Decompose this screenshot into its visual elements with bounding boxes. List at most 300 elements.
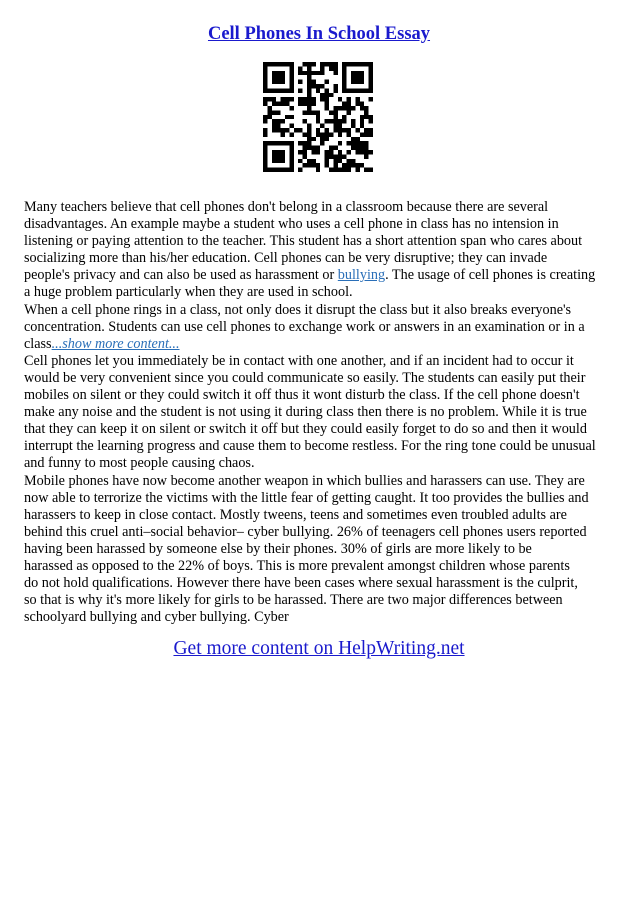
qr-module xyxy=(329,132,333,136)
qr-module xyxy=(267,88,271,92)
qr-module xyxy=(369,168,373,172)
text-line: make any noise and the student is not using it during class then there is no problem. While it is true xyxy=(24,404,587,421)
qr-module xyxy=(303,132,307,136)
qr-module xyxy=(311,110,315,114)
qr-module xyxy=(325,150,329,154)
qr-module xyxy=(272,150,276,154)
qr-module xyxy=(272,71,276,75)
get-more-content-link[interactable]: Get more content on HelpWriting.net xyxy=(173,638,465,659)
qr-module xyxy=(351,163,355,167)
qr-module xyxy=(329,168,333,172)
qr-module xyxy=(333,88,337,92)
qr-module xyxy=(276,141,280,145)
qr-module xyxy=(351,106,355,110)
qr-module xyxy=(333,159,337,163)
qr-module xyxy=(320,93,324,97)
qr-module xyxy=(347,159,351,163)
qr-module xyxy=(360,75,364,79)
qr-module xyxy=(342,75,346,79)
qr-module xyxy=(285,141,289,145)
qr-module xyxy=(333,146,337,150)
qr-module xyxy=(307,106,311,110)
qr-module xyxy=(364,115,368,119)
qr-module xyxy=(364,146,368,150)
qr-module xyxy=(303,163,307,167)
qr-module xyxy=(303,119,307,123)
qr-module xyxy=(360,132,364,136)
qr-module xyxy=(351,137,355,141)
qr-module xyxy=(355,102,359,106)
qr-module xyxy=(325,88,329,92)
text-line: interrupt the learning progress and cause them to become restless. For the ring tone could be unusual xyxy=(24,438,596,455)
qr-module xyxy=(316,146,320,150)
qr-module xyxy=(298,128,302,132)
qr-module xyxy=(281,88,285,92)
qr-module xyxy=(316,128,320,132)
qr-module xyxy=(311,80,315,84)
qr-module xyxy=(316,150,320,154)
qr-module xyxy=(272,97,276,101)
qr-module xyxy=(360,102,364,106)
qr-module xyxy=(355,62,359,66)
qr-module xyxy=(333,119,337,123)
qr-module xyxy=(285,168,289,172)
qr-module xyxy=(316,132,320,136)
qr-module xyxy=(289,88,293,92)
qr-module xyxy=(329,93,333,97)
qr-module xyxy=(267,62,271,66)
qr-module xyxy=(276,124,280,128)
qr-module xyxy=(360,62,364,66)
text-line: Many teachers believe that cell phones don't belong in a classroom because there are several xyxy=(24,199,549,215)
qr-module xyxy=(289,150,293,154)
qr-module xyxy=(351,141,355,145)
qr-module xyxy=(272,141,276,145)
qr-module xyxy=(360,115,364,119)
qr-module xyxy=(272,128,276,132)
qr-module xyxy=(329,66,333,70)
qr-module xyxy=(307,93,311,97)
qr-module xyxy=(289,168,293,172)
qr-module xyxy=(276,168,280,172)
qr-module xyxy=(298,150,302,154)
qr-module xyxy=(333,124,337,128)
qr-module xyxy=(307,110,311,114)
text-line: mobiles on silent or they could switch it off thus it wont disturb the class. If the cell phone doesn't xyxy=(24,387,580,404)
qr-module xyxy=(263,97,267,101)
essay-body xyxy=(24,199,610,626)
qr-module xyxy=(342,102,346,106)
qr-module xyxy=(342,119,346,123)
qr-module xyxy=(316,71,320,75)
qr-module xyxy=(272,62,276,66)
qr-module xyxy=(320,71,324,75)
qr-module xyxy=(263,150,267,154)
qr-module xyxy=(355,71,359,75)
qr-module xyxy=(316,163,320,167)
qr-module xyxy=(307,137,311,141)
text-line: schoolyard bullying and cyber bullying. Cyber xyxy=(24,609,289,626)
qr-module xyxy=(333,154,337,158)
qr-module xyxy=(263,88,267,92)
qr-module xyxy=(338,97,342,101)
qr-module xyxy=(347,150,351,154)
qr-module xyxy=(355,141,359,145)
qr-module xyxy=(325,132,329,136)
qr-module xyxy=(303,62,307,66)
qr-module xyxy=(263,115,267,119)
qr-module xyxy=(342,106,346,110)
qr-module xyxy=(338,106,342,110)
qr-module xyxy=(364,62,368,66)
qr-module xyxy=(351,124,355,128)
qr-module xyxy=(263,154,267,158)
qr-module xyxy=(285,128,289,132)
text-line xyxy=(24,267,610,284)
qr-module xyxy=(311,62,315,66)
qr-module xyxy=(307,97,311,101)
qr-module xyxy=(355,150,359,154)
text-line: do not hold qualifications. However there have been cases where sexual harassment is the culprit, xyxy=(24,575,578,592)
qr-module xyxy=(307,128,311,132)
qr-module xyxy=(289,75,293,79)
qr-module xyxy=(364,110,368,114)
qr-module xyxy=(364,88,368,92)
text-line: having been harassed by someone else by their phones. 30% of girls are more likely to be xyxy=(24,540,532,557)
text-segment: people's privacy and can also be used as harassment or xyxy=(24,267,338,284)
qr-module xyxy=(263,62,267,66)
qr-module xyxy=(311,146,315,150)
qr-module xyxy=(342,80,346,84)
qr-module xyxy=(342,66,346,70)
qr-module xyxy=(285,115,289,119)
qr-module xyxy=(276,75,280,79)
qr-module xyxy=(281,80,285,84)
text-line: behind this cruel anti–social behavior– cyber bullying. 26% of teenagers cell phones users reported xyxy=(24,523,587,540)
qr-module xyxy=(369,66,373,70)
qr-module xyxy=(289,159,293,163)
qr-module xyxy=(281,150,285,154)
qr-module xyxy=(369,62,373,66)
qr-module xyxy=(276,71,280,75)
qr-module xyxy=(303,110,307,114)
qr-module xyxy=(311,159,315,163)
qr-module xyxy=(276,159,280,163)
qr-module xyxy=(307,71,311,75)
qr-module xyxy=(338,154,342,158)
qr-module xyxy=(355,137,359,141)
qr-module xyxy=(298,88,302,92)
qr-module xyxy=(298,102,302,106)
qr-module xyxy=(289,80,293,84)
qr-module xyxy=(355,168,359,172)
qr-module xyxy=(298,66,302,70)
qr-module xyxy=(333,115,337,119)
qr-module xyxy=(360,146,364,150)
qr-module xyxy=(333,168,337,172)
qr-module xyxy=(347,102,351,106)
qr-module xyxy=(263,159,267,163)
qr-module xyxy=(289,84,293,88)
qr-module xyxy=(351,119,355,123)
qr-module xyxy=(285,62,289,66)
text-line: harassers to keep in close contact. Mostly tweens, teens and sometimes even troubled adults are xyxy=(24,506,567,523)
qr-module xyxy=(369,71,373,75)
qr-module xyxy=(338,150,342,154)
qr-module xyxy=(307,75,311,79)
qr-module xyxy=(338,141,342,145)
qr-module xyxy=(342,62,346,66)
qr-module xyxy=(289,97,293,101)
qr-module xyxy=(325,119,329,123)
qr-module xyxy=(289,146,293,150)
qr-module xyxy=(360,141,364,145)
qr-module xyxy=(351,75,355,79)
qr-module xyxy=(355,75,359,79)
qr-module xyxy=(272,154,276,158)
qr-module xyxy=(272,102,276,106)
text-line xyxy=(24,336,610,353)
qr-module xyxy=(351,159,355,163)
qr-module xyxy=(364,141,368,145)
qr-module xyxy=(307,159,311,163)
qr-module xyxy=(329,110,333,114)
qr-module xyxy=(307,124,311,128)
qr-module xyxy=(320,97,324,101)
text-line: disadvantages. An example maybe a student who uses a cell phone in class has no intension in xyxy=(24,216,559,233)
qr-module xyxy=(342,128,346,132)
qr-module xyxy=(316,84,320,88)
text-line: harassed as opposed to the 22% of boys. This is more prevalent amongst children whose parents xyxy=(24,557,570,574)
qr-module xyxy=(325,62,329,66)
qr-module xyxy=(320,137,324,141)
qr-module xyxy=(364,128,368,132)
qr-module xyxy=(360,150,364,154)
text-line: Mobile phones have now become another weapon in which bullies and harassers can use. They are xyxy=(24,472,585,489)
qr-module xyxy=(316,110,320,114)
qr-module xyxy=(325,106,329,110)
qr-module xyxy=(289,141,293,145)
qr-module xyxy=(298,168,302,172)
qr-code-icon xyxy=(263,62,373,172)
qr-module xyxy=(342,115,346,119)
qr-module xyxy=(347,97,351,101)
qr-module xyxy=(272,88,276,92)
qr-module xyxy=(307,146,311,150)
qr-module xyxy=(294,128,298,132)
qr-module xyxy=(333,66,337,70)
qr-module xyxy=(347,88,351,92)
qr-module xyxy=(360,106,364,110)
qr-module xyxy=(325,163,329,167)
qr-module xyxy=(333,128,337,132)
qr-module xyxy=(267,115,271,119)
text-line: concentration. Students can use cell phones to exchange work or answers in an examination or in a xyxy=(24,318,585,335)
qr-module xyxy=(289,115,293,119)
qr-module xyxy=(276,154,280,158)
qr-module xyxy=(351,88,355,92)
qr-module xyxy=(342,163,346,167)
qr-module xyxy=(320,132,324,136)
text-line: socializing more than his/her education. Cell phones can be very disruptive; they can invade xyxy=(24,250,548,267)
qr-module xyxy=(333,62,337,66)
qr-module xyxy=(303,141,307,145)
qr-module xyxy=(329,119,333,123)
text-line: now able to terrorize the victims with the little fear of getting caught. It too provides the bullies and xyxy=(24,489,589,506)
qr-module xyxy=(272,75,276,79)
qr-module xyxy=(263,128,267,132)
qr-module xyxy=(303,154,307,158)
qr-module xyxy=(311,84,315,88)
qr-module xyxy=(281,168,285,172)
qr-module xyxy=(303,97,307,101)
essay-title-link[interactable]: Cell Phones In School Essay xyxy=(207,24,431,44)
qr-module xyxy=(351,146,355,150)
qr-module xyxy=(338,132,342,136)
qr-module xyxy=(320,84,324,88)
qr-module xyxy=(351,71,355,75)
qr-module xyxy=(263,84,267,88)
qr-module xyxy=(342,84,346,88)
qr-module xyxy=(311,163,315,167)
qr-module xyxy=(307,84,311,88)
qr-module xyxy=(329,146,333,150)
qr-module xyxy=(289,154,293,158)
qr-module xyxy=(272,159,276,163)
qr-module xyxy=(303,146,307,150)
text-line: and funny to most people causing chaos. xyxy=(24,455,255,472)
qr-module xyxy=(298,97,302,101)
qr-module xyxy=(263,80,267,84)
qr-module xyxy=(289,124,293,128)
qr-module xyxy=(281,159,285,163)
qr-module xyxy=(281,154,285,158)
qr-module xyxy=(311,97,315,101)
qr-module xyxy=(347,168,351,172)
qr-module xyxy=(281,62,285,66)
qr-module xyxy=(263,163,267,167)
qr-module xyxy=(342,168,346,172)
show-more-content-link[interactable]: ...show more content... xyxy=(51,335,180,352)
qr-module xyxy=(263,146,267,150)
bullying-link[interactable]: bullying xyxy=(337,267,386,284)
qr-module xyxy=(333,106,337,110)
qr-module xyxy=(311,137,315,141)
qr-module xyxy=(355,146,359,150)
qr-module xyxy=(342,154,346,158)
qr-module xyxy=(276,119,280,123)
qr-module xyxy=(320,124,324,128)
text-line: a huge problem particularly when they are used in school. xyxy=(24,284,353,301)
qr-module xyxy=(285,88,289,92)
qr-module xyxy=(307,132,311,136)
qr-module xyxy=(289,62,293,66)
qr-module xyxy=(281,141,285,145)
qr-module xyxy=(263,66,267,70)
qr-module xyxy=(281,119,285,123)
qr-module xyxy=(369,84,373,88)
qr-module xyxy=(347,163,351,167)
qr-module xyxy=(338,124,342,128)
qr-module xyxy=(303,150,307,154)
qr-module xyxy=(351,62,355,66)
text-line: Cell phones let you immediately be in contact with one another, and if an incident had to occur it xyxy=(24,352,574,369)
qr-module xyxy=(298,80,302,84)
qr-module xyxy=(347,110,351,114)
qr-module xyxy=(347,132,351,136)
qr-module xyxy=(355,163,359,167)
qr-module xyxy=(307,62,311,66)
qr-module xyxy=(369,132,373,136)
qr-module xyxy=(355,80,359,84)
qr-module xyxy=(267,106,271,110)
qr-module xyxy=(272,168,276,172)
qr-module xyxy=(364,168,368,172)
qr-module xyxy=(369,119,373,123)
qr-module xyxy=(285,102,289,106)
qr-module xyxy=(263,102,267,106)
qr-module xyxy=(307,141,311,145)
qr-module xyxy=(307,102,311,106)
qr-module xyxy=(311,102,315,106)
qr-module xyxy=(307,88,311,92)
qr-module xyxy=(276,80,280,84)
qr-module xyxy=(272,80,276,84)
qr-module xyxy=(325,154,329,158)
qr-module xyxy=(364,154,368,158)
qr-module xyxy=(360,71,364,75)
qr-module xyxy=(333,84,337,88)
qr-module xyxy=(276,110,280,114)
qr-module xyxy=(263,141,267,145)
qr-module xyxy=(329,150,333,154)
qr-module xyxy=(281,97,285,101)
qr-module xyxy=(316,88,320,92)
qr-module xyxy=(289,132,293,136)
qr-module xyxy=(276,128,280,132)
qr-module xyxy=(364,132,368,136)
qr-module xyxy=(369,115,373,119)
qr-module xyxy=(307,163,311,167)
qr-module xyxy=(298,159,302,163)
qr-module xyxy=(267,97,271,101)
qr-module xyxy=(325,128,329,132)
qr-module xyxy=(347,62,351,66)
qr-module xyxy=(338,128,342,132)
qr-module xyxy=(263,132,267,136)
qr-module xyxy=(289,106,293,110)
qr-module xyxy=(364,106,368,110)
qr-module xyxy=(364,150,368,154)
qr-module xyxy=(369,80,373,84)
qr-module xyxy=(338,119,342,123)
text-line: When a cell phone rings in a class, not only does it disrupt the class but it also breaks everyone's xyxy=(24,301,572,318)
qr-module xyxy=(360,88,364,92)
qr-module xyxy=(347,128,351,132)
qr-module xyxy=(360,119,364,123)
qr-module xyxy=(369,150,373,154)
qr-module xyxy=(369,97,373,101)
qr-module xyxy=(360,124,364,128)
qr-module xyxy=(347,141,351,145)
qr-module xyxy=(281,75,285,79)
qr-module xyxy=(303,71,307,75)
qr-module xyxy=(320,62,324,66)
qr-module xyxy=(267,141,271,145)
qr-module xyxy=(325,137,329,141)
qr-module xyxy=(289,66,293,70)
qr-module xyxy=(325,159,329,163)
